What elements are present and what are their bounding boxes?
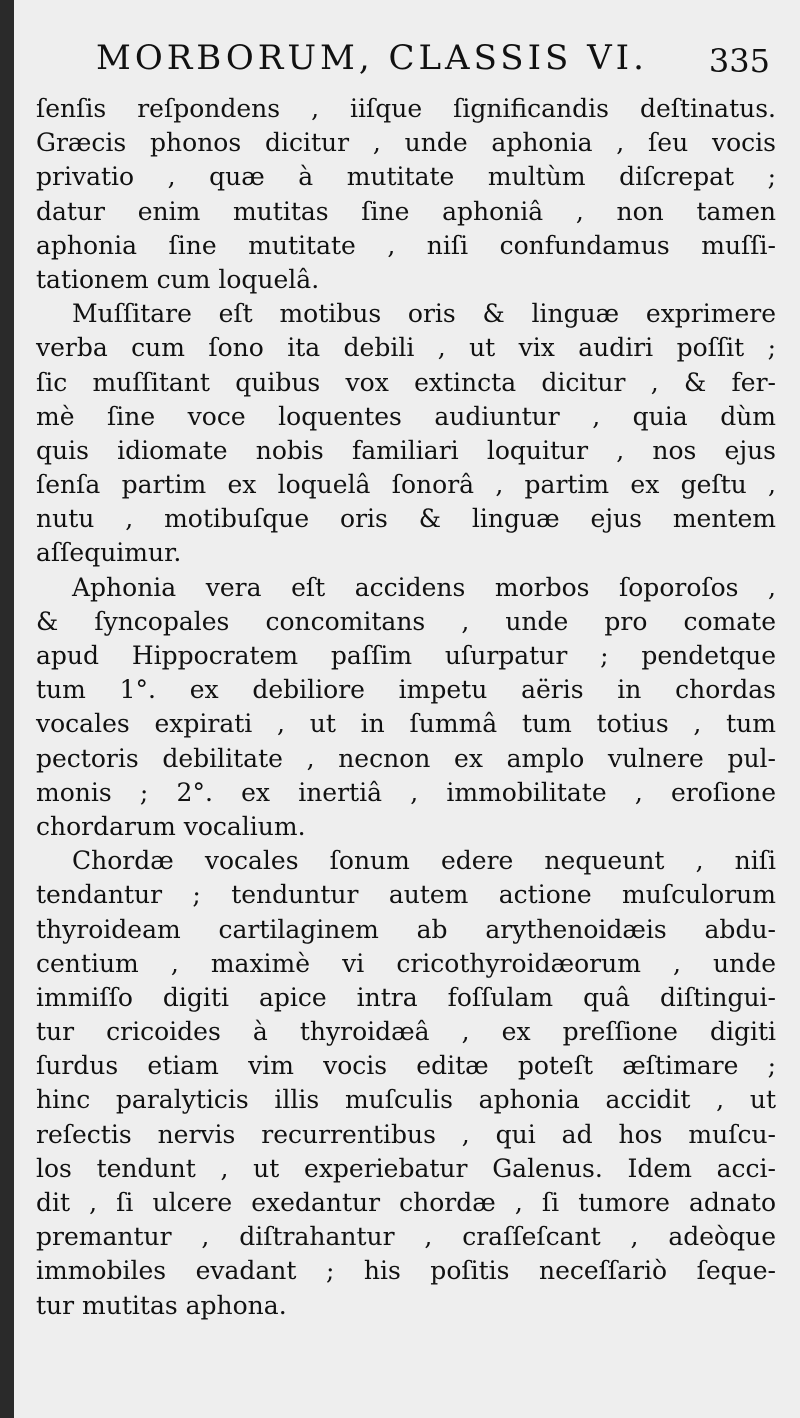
text-line: quis idiomate nobis familiari loquitur , nos ejus: [36, 435, 776, 465]
running-title: MORBORUM, CLASSIS VI.: [96, 38, 648, 78]
text-line: los tendunt , ut experiebatur Galenus. Idem acci-: [36, 1153, 776, 1183]
text-line: nutu , motibuſque oris & linguæ ejus mentem: [36, 504, 776, 534]
text-line: Aphonia vera eſt accidens morbos ſoporoſos ,: [72, 572, 776, 602]
text-line: tur cricoides à thyroidæâ , ex preſſione digiti: [36, 1017, 776, 1047]
text-line: vocales expirati , ut in ſummâ tum totius , tum: [36, 709, 776, 739]
text-line: hinc paralyticis illis muſculis aphonia accidit , ut: [36, 1085, 776, 1115]
text-line: ſurdus etiam vim vocis editæ poteſt æſtimare ;: [36, 1051, 776, 1081]
text-line: & ſyncopales concomitans , unde pro comate: [36, 606, 776, 636]
text-line: immiſſo digiti apice intra foſſulam quâ diſtingui-: [36, 982, 776, 1012]
text-line: premantur , diſtrahantur , craſſeſcant , adeòque: [36, 1222, 776, 1252]
text-line: Chordæ vocales ſonum edere nequeunt , niſi: [72, 846, 776, 876]
page-left-edge-shadow: [0, 0, 14, 1418]
text-line: tur mutitas aphona.: [36, 1290, 287, 1320]
paragraph-4: [36, 844, 776, 1323]
page-body: [36, 92, 776, 1323]
text-line: apud Hippocratem paſſim uſurpatur ; pendetque: [36, 641, 776, 670]
text-line: tendantur ; tenduntur autem actione muſculorum: [36, 880, 776, 910]
text-line: tum 1°. ex debiliore impetu aëris in chordas: [36, 675, 776, 705]
text-line: reſectis nervis recurrentibus , qui ad hos muſcu-: [36, 1119, 776, 1149]
text-line: aphonia ſine mutitate , niſi confundamus muſſi-: [36, 230, 776, 260]
text-line: verba cum ſono ita debili , ut vix audiri poſſit ;: [36, 333, 776, 363]
text-line: Muſſitare eſt motibus oris & linguæ exprimere: [72, 299, 776, 329]
text-line: centium , maximè vi cricothyroidæorum , unde: [36, 948, 776, 978]
text-line: ſic muſſitant quibus vox extincta dicitur , & fer-: [36, 367, 776, 397]
text-line: aſſequimur.: [36, 538, 182, 568]
text-line: mè ſine voce loquentes audiuntur , quia dùm: [36, 401, 776, 431]
text-line: pectoris debilitate , necnon ex amplo vulnere pul-: [36, 743, 776, 773]
text-line: privatio , quæ à mutitate multùm diſcrepat ;: [36, 162, 776, 192]
paragraph-1: [36, 92, 776, 297]
text-line: monis ; 2°. ex inertiâ , immobilitate , eroſione: [36, 777, 776, 807]
text-line: chordarum vocalium.: [36, 811, 306, 841]
page-header: [96, 38, 776, 94]
text-line: ſenſa partim ex loquelâ ſonorâ , partim ex geſtu ,: [36, 470, 776, 500]
text-line: tationem cum loquelâ.: [36, 264, 320, 294]
paragraph-3: [36, 571, 776, 845]
text-line: Græcis phonos dicitur , unde aphonia , ſeu vocis: [36, 128, 776, 158]
page-number: 335: [708, 42, 770, 80]
text-line: thyroideam cartilaginem ab arythenoidæis abdu-: [36, 914, 776, 944]
text-line: datur enim mutitas ſine aphoniâ , non tamen: [36, 196, 776, 226]
text-line: dit , ſi ulcere exedantur chordæ , ſi tumore adnato: [36, 1188, 776, 1217]
text-line: ſenſis reſpondens , iiſque ſignificandis deſtinatus.: [36, 94, 776, 123]
text-line: immobiles evadant ; his poſitis neceſſariò ſeque-: [36, 1256, 776, 1286]
paragraph-2: [36, 297, 776, 571]
